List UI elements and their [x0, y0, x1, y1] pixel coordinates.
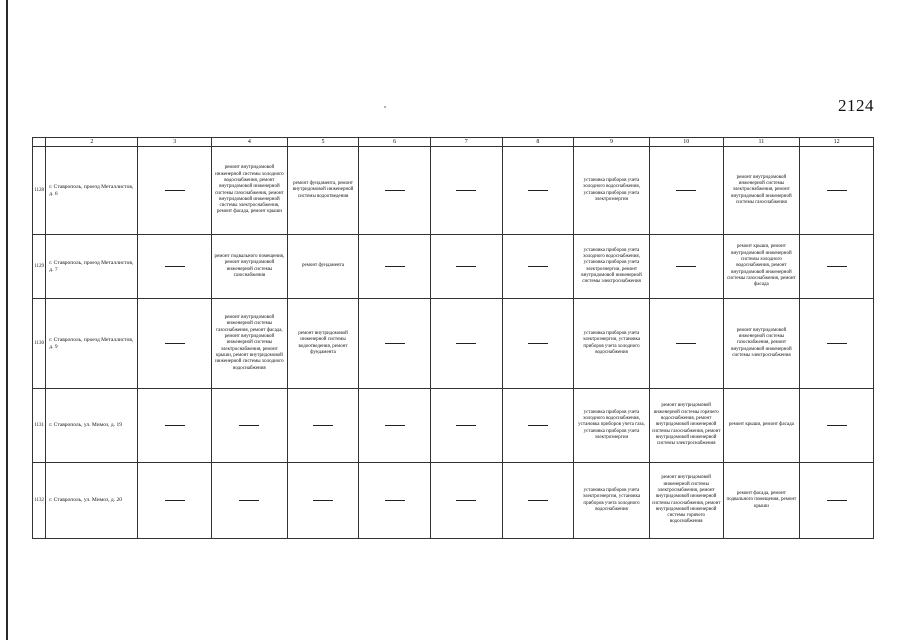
empty-cell — [502, 147, 574, 235]
table-row — [33, 147, 874, 235]
address-cell: г. Ставрополь, проезд Металлистов, д. 9 — [46, 299, 138, 389]
address-cell: г. Ставрополь, ул. Мимоз, д. 20 — [46, 463, 138, 539]
dash-mark — [313, 425, 333, 426]
row-number: 1128 — [33, 147, 46, 235]
dash-mark — [239, 425, 259, 426]
address-cell: г. Ставрополь, проезд Металлистов, д. 6 — [46, 147, 138, 235]
table-row — [33, 389, 874, 463]
dash-mark — [385, 190, 405, 191]
dash-mark — [528, 425, 548, 426]
row-number: 1130 — [33, 299, 46, 389]
empty-cell — [430, 147, 502, 235]
header-cell — [33, 138, 46, 147]
empty-cell — [430, 463, 502, 539]
work-cell: ремонт внутридомовой инженерной системы холодного водоснабжения, ремонт внутридомовой инженерной системы газоснабжения, ремонт внутридомовой инженерной системы электроснабжения, ремонт фасада, ремонт крыши — [212, 147, 288, 235]
empty-cell — [502, 299, 574, 389]
empty-cell — [800, 389, 874, 463]
empty-cell — [359, 235, 431, 299]
dash-mark — [676, 266, 696, 267]
dash-mark — [456, 190, 476, 191]
empty-cell — [430, 299, 502, 389]
work-cell: ремонт внутридомовой инженерной системы газоснабжения, ремонт внутридомовой инженерной системы электроснабжения — [723, 299, 800, 389]
header-cell: 12 — [800, 138, 874, 147]
empty-cell — [138, 463, 212, 539]
header-cell: 4 — [212, 138, 288, 147]
work-cell: ремонт внутридомовой инженерной системы горячего водоснабжения, ремонт внутридомовой инженерной системы газоснабжения, ремонт внутридомовой инженерной системы электроснабжения — [649, 389, 723, 463]
address-cell: г. Ставрополь, проезд Металлистов, д. 7 — [46, 235, 138, 299]
empty-cell — [359, 147, 431, 235]
empty-cell — [138, 235, 212, 299]
dash-mark — [313, 500, 333, 501]
work-cell: ремонт внутридомовой инженерной системы электроснабжения, ремонт внутридомовой инженерной системы газоснабжения, ремонт внутридомовой инженерной системы горячего водоснабжения — [649, 463, 723, 539]
dash-mark — [385, 266, 405, 267]
dash-mark — [528, 190, 548, 191]
dash-mark — [165, 500, 185, 501]
table-row — [33, 463, 874, 539]
column-number-row — [33, 138, 874, 147]
work-cell: ремонт внутридомовой инженерной системы газоснабжения, ремонт фасада, ремонт внутридомовой инженерной системы электроснабжения, ремонт крыши, ремонт внутридомовой инженерной системы холодного водоснабжения — [212, 299, 288, 389]
dash-mark — [528, 266, 548, 267]
table-row — [33, 235, 874, 299]
dash-mark — [456, 425, 476, 426]
address-cell: г. Ставрополь, ул. Мимоз, д. 19 — [46, 389, 138, 463]
work-cell: ремонт подвального помещения, ремонт внутридомовой инженерной системы газоснабжения — [212, 235, 288, 299]
dash-mark — [385, 343, 405, 344]
work-cell: установка приборов учета холодного водоснабжения, установка приборов учета электроэнергии — [574, 147, 650, 235]
empty-cell — [502, 389, 574, 463]
row-number: 1129 — [33, 235, 46, 299]
dash-mark — [827, 343, 847, 344]
dash-mark — [528, 343, 548, 344]
work-cell: ремонт внутридомовой инженерной системы водоотведения, ремонт фундамента — [287, 299, 359, 389]
header-cell: 10 — [649, 138, 723, 147]
dash-mark — [676, 190, 696, 191]
empty-cell — [287, 389, 359, 463]
header-cell: 8 — [502, 138, 574, 147]
empty-cell — [212, 463, 288, 539]
dash-mark — [528, 500, 548, 501]
empty-cell — [649, 235, 723, 299]
dash-mark — [165, 343, 185, 344]
work-cell: установка приборов учета электроэнергии, установка приборов учета холодного водоснабжения — [574, 299, 650, 389]
work-cell: установка приборов учета холодного водоснабжения, установка приборов учета электроэнергии, ремонт внутридомовой инженерной системы электроснабжения — [574, 235, 650, 299]
table-row — [33, 299, 874, 389]
work-cell: ремонт фундамента — [287, 235, 359, 299]
work-cell: установка приборов учета электроэнергии, установка приборов учета холодного водоснабжения — [574, 463, 650, 539]
dash-mark — [456, 266, 476, 267]
empty-cell — [138, 147, 212, 235]
empty-cell — [430, 235, 502, 299]
dash-mark — [385, 500, 405, 501]
capital-repair-table — [32, 137, 874, 539]
row-number: 1132 — [33, 463, 46, 539]
empty-cell — [430, 389, 502, 463]
dash-mark — [165, 266, 185, 267]
empty-cell — [800, 147, 874, 235]
scan-speck — [384, 106, 386, 108]
work-cell: ремонт фундамента, ремонт внутридомовой инженерной системы водоотведения — [287, 147, 359, 235]
dash-mark — [456, 343, 476, 344]
scan-left-edge — [6, 0, 8, 640]
header-cell: 3 — [138, 138, 212, 147]
header-cell: 7 — [430, 138, 502, 147]
dash-mark — [827, 425, 847, 426]
dash-mark — [827, 500, 847, 501]
dash-mark — [385, 425, 405, 426]
header-cell: 11 — [723, 138, 800, 147]
dash-mark — [456, 500, 476, 501]
empty-cell — [359, 389, 431, 463]
empty-cell — [800, 235, 874, 299]
header-cell: 5 — [287, 138, 359, 147]
dash-mark — [165, 425, 185, 426]
empty-cell — [800, 463, 874, 539]
dash-mark — [827, 266, 847, 267]
dash-mark — [676, 343, 696, 344]
empty-cell — [649, 147, 723, 235]
work-cell: ремонт крыши, ремонт внутридомовой инженерной системы холодного водоснабжения, ремонт внутридомовой инженерной системы газоснабжения, ремонт фасада — [723, 235, 800, 299]
work-cell: ремонт крыши, ремонт фасада — [723, 389, 800, 463]
empty-cell — [359, 299, 431, 389]
work-cell: ремонт внутридомовой инженерной системы электроснабжения, ремонт внутридомовой инженерной системы газоснабжения — [723, 147, 800, 235]
empty-cell — [502, 463, 574, 539]
work-cell: установка приборов учета холодного водоснабжения, установка приборов учета газа, установка приборов учета электроэнергии — [574, 389, 650, 463]
dash-mark — [827, 190, 847, 191]
page-number: 2124 — [838, 96, 874, 115]
empty-cell — [138, 299, 212, 389]
empty-cell — [359, 463, 431, 539]
work-cell: ремонт фасада, ремонт подвального помещения, ремонт крыши — [723, 463, 800, 539]
dash-mark — [165, 190, 185, 191]
empty-cell — [138, 389, 212, 463]
empty-cell — [649, 299, 723, 389]
header-cell: 9 — [574, 138, 650, 147]
row-number: 1131 — [33, 389, 46, 463]
empty-cell — [800, 299, 874, 389]
header-cell: 6 — [359, 138, 431, 147]
empty-cell — [287, 463, 359, 539]
dash-mark — [239, 500, 259, 501]
empty-cell — [502, 235, 574, 299]
empty-cell — [212, 389, 288, 463]
header-cell: 2 — [46, 138, 138, 147]
